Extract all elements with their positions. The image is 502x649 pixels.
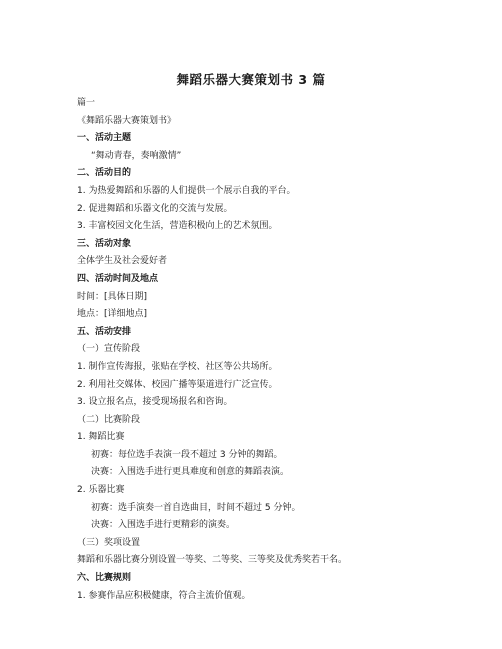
section-heading: 五、活动安排 xyxy=(77,326,132,337)
paragraph-line: 《舞蹈乐器大赛策划书》 xyxy=(77,115,177,126)
paragraph-line: 2. 乐器比赛 xyxy=(77,485,125,496)
paragraph-line: 2. 促进舞蹈和乐器文化的交流与发展。 xyxy=(77,203,233,214)
paragraph-line: （一）宣传阶段 xyxy=(77,344,141,355)
paragraph-line: “舞动青春，奏响激情” xyxy=(91,150,182,161)
paragraph-line: 3. 设立报名点，接受现场报名和咨询。 xyxy=(77,397,233,408)
paragraph-line: 舞蹈和乐器比赛分别设置一等奖、二等奖、三等奖及优秀奖若干名。 xyxy=(77,555,348,566)
document-title: 舞蹈乐器大赛策划书 3 篇 xyxy=(176,72,326,87)
paragraph-line: 3. 丰富校园文化生活，营造积极向上的艺术氛围。 xyxy=(77,221,278,232)
paragraph-line: （三）奖项设置 xyxy=(77,537,141,548)
paragraph-line: 全体学生及社会爱好者 xyxy=(77,256,168,267)
paragraph-line: 初赛：每位选手表演一段不超过 3 分钟的舞蹈。 xyxy=(91,449,283,460)
section-heading: 四、活动时间及地点 xyxy=(77,273,159,284)
paragraph-line: 1. 为热爱舞蹈和乐器的人们提供一个展示自我的平台。 xyxy=(77,185,296,196)
section-heading: 二、活动目的 xyxy=(77,168,132,179)
paragraph-line: 时间：[具体日期] xyxy=(77,291,148,302)
paragraph-line: 1. 舞蹈比赛 xyxy=(77,432,125,443)
section-heading: 三、活动对象 xyxy=(77,238,132,249)
paragraph-line: 1. 制作宣传海报，张贴在学校、社区等公共场所。 xyxy=(77,361,278,372)
paragraph-line: 1. 参赛作品应积极健康，符合主流价值观。 xyxy=(77,590,251,601)
paragraph-line: 地点：[详细地点] xyxy=(77,309,148,320)
section-heading: 一、活动主题 xyxy=(77,133,132,144)
paragraph-line: 篇一 xyxy=(77,98,96,108)
paragraph-line: （二）比赛阶段 xyxy=(77,414,141,425)
paragraph-line: 2. 利用社交媒体、校园广播等渠道进行广泛宣传。 xyxy=(77,379,278,390)
paragraph-line: 初赛：选手演奏一首自选曲目，时间不超过 5 分钟。 xyxy=(91,502,301,513)
section-heading: 六、比赛规则 xyxy=(77,573,132,584)
document-body xyxy=(77,95,477,605)
paragraph-line: 决赛：入围选手进行更精彩的演奏。 xyxy=(91,520,236,531)
paragraph-line: 决赛：入围选手进行更具难度和创意的舞蹈表演。 xyxy=(91,467,290,478)
